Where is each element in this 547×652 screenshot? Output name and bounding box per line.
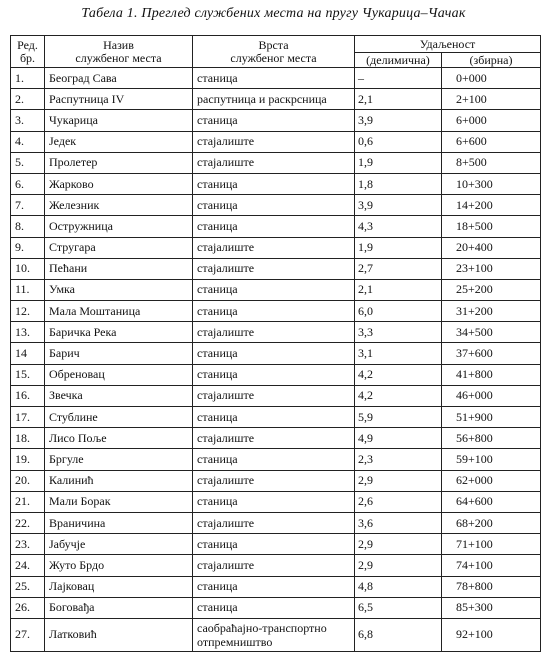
partial-distance: 4,2 [355,364,442,385]
partial-distance: 3,3 [355,322,442,343]
row-number: 8. [11,216,45,237]
table-row [11,491,541,512]
station-type: саобраћајно-транспортно отпремништво [193,618,355,651]
total-distance: 6+000 [442,110,541,131]
partial-distance: 1,9 [355,237,442,258]
table-row [11,343,541,364]
station-type: станица [193,279,355,300]
header-no: Ред. бр. [11,36,45,68]
table-row [11,449,541,470]
total-distance: 14+200 [442,195,541,216]
station-name: Јабучје [45,534,193,555]
station-type: станица [193,301,355,322]
table-row [11,195,541,216]
row-number: 6. [11,173,45,194]
row-number: 26. [11,597,45,618]
table-row [11,428,541,449]
partial-distance: 5,9 [355,407,442,428]
station-name: Лисо Поље [45,428,193,449]
row-number: 7. [11,195,45,216]
station-name: Распутница IV [45,89,193,110]
total-distance: 0+000 [442,68,541,89]
row-number: 12. [11,301,45,322]
row-number: 3. [11,110,45,131]
table-row [11,301,541,322]
partial-distance: 3,9 [355,195,442,216]
station-type: стајалиште [193,512,355,533]
station-type: стајалиште [193,322,355,343]
station-name: Латковић [45,618,193,651]
total-distance: 92+100 [442,618,541,651]
total-distance: 8+500 [442,152,541,173]
total-distance: 34+500 [442,322,541,343]
station-name: Калинић [45,470,193,491]
station-name: Пећани [45,258,193,279]
table-row [11,407,541,428]
station-name: Лајковац [45,576,193,597]
partial-distance: 2,9 [355,534,442,555]
station-name: Баричка Река [45,322,193,343]
partial-distance: 4,9 [355,428,442,449]
partial-distance: – [355,68,442,89]
row-number: 4. [11,131,45,152]
table-row [11,576,541,597]
table-row [11,110,541,131]
table-row [11,512,541,533]
station-name: Остружница [45,216,193,237]
total-distance: 6+600 [442,131,541,152]
station-type: стајалиште [193,385,355,406]
total-distance: 71+100 [442,534,541,555]
station-name: Железник [45,195,193,216]
station-name: Враничина [45,512,193,533]
stations-table [10,35,541,652]
table-row [11,534,541,555]
partial-distance: 2,9 [355,555,442,576]
row-number: 20. [11,470,45,491]
partial-distance: 3,6 [355,512,442,533]
total-distance: 64+600 [442,491,541,512]
header-distance: Удаљеност [355,36,541,53]
total-distance: 56+800 [442,428,541,449]
station-type: стајалиште [193,237,355,258]
row-number: 14 [11,343,45,364]
row-number: 18. [11,428,45,449]
table-caption: Табела 1. Преглед службених места на пругу Чукарица–Чачак [81,6,466,21]
station-type: станица [193,173,355,194]
station-type: распутница и раскрсница [193,89,355,110]
row-number: 9. [11,237,45,258]
partial-distance: 6,5 [355,597,442,618]
partial-distance: 1,8 [355,173,442,194]
table-row [11,68,541,89]
station-type: станица [193,534,355,555]
header-row [11,36,541,53]
partial-distance: 1,9 [355,152,442,173]
station-type: станица [193,343,355,364]
station-type: стајалиште [193,131,355,152]
partial-distance: 6,0 [355,301,442,322]
station-name: Пролетер [45,152,193,173]
partial-distance: 2,1 [355,279,442,300]
station-name: Мала Моштаница [45,301,193,322]
row-number: 10. [11,258,45,279]
table-body [11,68,541,652]
station-type: станица [193,491,355,512]
table-row [11,555,541,576]
station-name: Жуто Брдо [45,555,193,576]
station-type: стајалиште [193,555,355,576]
total-distance: 46+000 [442,385,541,406]
row-number: 17. [11,407,45,428]
table-row [11,237,541,258]
station-type: станица [193,195,355,216]
station-type: станица [193,576,355,597]
total-distance: 10+300 [442,173,541,194]
partial-distance: 2,3 [355,449,442,470]
row-number: 21. [11,491,45,512]
table-row [11,618,541,651]
station-name: Мали Борак [45,491,193,512]
partial-distance: 3,1 [355,343,442,364]
partial-distance: 2,1 [355,89,442,110]
total-distance: 31+200 [442,301,541,322]
station-name: Стругара [45,237,193,258]
header-type: Врста службеног места [193,36,355,68]
partial-distance: 2,7 [355,258,442,279]
row-number: 22. [11,512,45,533]
station-name: Стублине [45,407,193,428]
table-row [11,364,541,385]
station-type: станица [193,110,355,131]
partial-distance: 6,8 [355,618,442,651]
table-row [11,152,541,173]
station-type: станица [193,68,355,89]
row-number: 1. [11,68,45,89]
table-row [11,89,541,110]
row-number: 11. [11,279,45,300]
total-distance: 51+900 [442,407,541,428]
partial-distance: 0,6 [355,131,442,152]
row-number: 27. [11,618,45,651]
total-distance: 62+000 [442,470,541,491]
station-type: станица [193,597,355,618]
total-distance: 68+200 [442,512,541,533]
table-row [11,322,541,343]
station-type: стајалиште [193,258,355,279]
table-row [11,279,541,300]
header-partial: (делимична) [355,53,442,68]
row-number: 15. [11,364,45,385]
partial-distance: 4,2 [355,385,442,406]
table-row [11,385,541,406]
total-distance: 23+100 [442,258,541,279]
partial-distance: 3,9 [355,110,442,131]
total-distance: 18+500 [442,216,541,237]
total-distance: 25+200 [442,279,541,300]
row-number: 24. [11,555,45,576]
table-row [11,258,541,279]
partial-distance: 2,9 [355,470,442,491]
station-type: стајалиште [193,428,355,449]
partial-distance: 4,8 [355,576,442,597]
total-distance: 2+100 [442,89,541,110]
station-type: станица [193,364,355,385]
total-distance: 74+100 [442,555,541,576]
station-name: Београд Сава [45,68,193,89]
row-number: 2. [11,89,45,110]
station-name: Звечка [45,385,193,406]
row-number: 16. [11,385,45,406]
header-total: (збирна) [442,53,541,68]
partial-distance: 4,3 [355,216,442,237]
total-distance: 85+300 [442,597,541,618]
total-distance: 20+400 [442,237,541,258]
table-row [11,131,541,152]
partial-distance: 2,6 [355,491,442,512]
total-distance: 59+100 [442,449,541,470]
station-type: стајалиште [193,470,355,491]
station-name: Једек [45,131,193,152]
total-distance: 37+600 [442,343,541,364]
station-name: Бргуле [45,449,193,470]
row-number: 5. [11,152,45,173]
station-name: Барич [45,343,193,364]
header-name: Назив службеног места [45,36,193,68]
total-distance: 41+800 [442,364,541,385]
table-row [11,173,541,194]
total-distance: 78+800 [442,576,541,597]
station-name: Боговађа [45,597,193,618]
station-type: станица [193,407,355,428]
row-number: 25. [11,576,45,597]
row-number: 23. [11,534,45,555]
table-row [11,216,541,237]
station-name: Чукарица [45,110,193,131]
station-name: Умка [45,279,193,300]
station-name: Жарково [45,173,193,194]
station-name: Обреновац [45,364,193,385]
station-type: станица [193,216,355,237]
table-row [11,470,541,491]
station-type: станица [193,449,355,470]
row-number: 19. [11,449,45,470]
table-row [11,597,541,618]
row-number: 13. [11,322,45,343]
station-type: стајалиште [193,152,355,173]
